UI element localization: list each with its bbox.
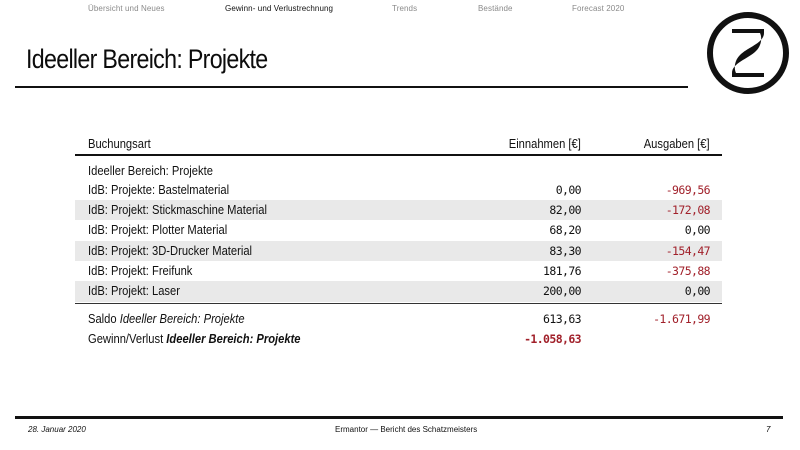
- row-label: IdB: Projekt: Laser: [88, 283, 180, 299]
- nav-item-forecast[interactable]: Forecast 2020: [572, 4, 625, 13]
- saldo-label-italic: Ideeller Bereich: Projekte: [119, 311, 245, 327]
- row-label: IdB: Projekte: Bastelmaterial: [88, 181, 230, 197]
- table-header-row: [75, 134, 722, 154]
- profit-loss-prefix: Gewinn/Verlust: [88, 331, 167, 347]
- profit-loss-row: [75, 329, 722, 349]
- saldo-label: [88, 309, 245, 329]
- row-expense: -375,88: [665, 263, 710, 278]
- table-row: [75, 241, 722, 261]
- row-income: 181,76: [543, 263, 581, 278]
- row-expense: -154,47: [665, 243, 710, 258]
- table-row: [75, 180, 722, 200]
- profit-loss-label: [88, 329, 301, 349]
- profit-loss-label-italic: Ideeller Bereich: Projekte: [166, 331, 301, 347]
- column-header-ausgaben: Ausgaben [€]: [644, 136, 710, 151]
- row-income: 83,30: [549, 243, 581, 258]
- row-label: IdB: Projekt: Freifunk: [88, 262, 193, 278]
- group-title-row: [75, 162, 722, 180]
- row-expense: -969,56: [665, 182, 710, 197]
- saldo-row: [75, 309, 722, 329]
- header-divider: [75, 154, 722, 156]
- table-row: [75, 200, 722, 220]
- profit-loss-value: -1.058,63: [524, 332, 581, 347]
- row-label: IdB: Projekt: 3D-Drucker Material: [88, 242, 253, 258]
- table-row: [75, 281, 722, 301]
- row-income: 0,00: [555, 182, 581, 197]
- column-header-buchungsart: Buchungsart: [88, 136, 151, 151]
- table-row: [75, 220, 722, 240]
- page-number: 7: [766, 425, 771, 434]
- column-header-einnahmen: Einnahmen [€]: [508, 136, 581, 151]
- saldo-expense: -1.671,99: [653, 312, 710, 327]
- profit-loss-table: [75, 134, 722, 350]
- footer-title: Ermantor — Bericht des Schatzmeisters: [335, 425, 478, 434]
- row-expense: -172,08: [665, 203, 710, 218]
- table-row: [75, 261, 722, 281]
- slide-title: Ideeller Bereich: Projekte: [26, 44, 268, 74]
- nav-item-uebersicht[interactable]: Übersicht und Neues: [88, 4, 165, 13]
- footer-date: 28. Januar 2020: [28, 425, 86, 434]
- saldo-income: 613,63: [543, 312, 581, 327]
- title-divider: [15, 86, 688, 88]
- saldo-prefix: Saldo: [88, 311, 120, 327]
- summary-divider: [75, 303, 722, 305]
- row-income: 200,00: [543, 284, 581, 299]
- nav-item-trends[interactable]: Trends: [392, 4, 418, 13]
- row-expense: 0,00: [684, 284, 710, 299]
- hourglass-logo-icon: [704, 9, 792, 97]
- row-label: IdB: Projekt: Stickmaschine Material: [88, 202, 267, 218]
- group-title: Ideeller Bereich: Projekte: [88, 162, 213, 178]
- footer-divider: [15, 416, 783, 419]
- nav-item-gewinn-verlust[interactable]: Gewinn- und Verlustrechnung: [225, 4, 334, 13]
- row-income: 82,00: [549, 203, 581, 218]
- row-expense: 0,00: [684, 223, 710, 238]
- row-income: 68,20: [549, 223, 581, 238]
- row-label: IdB: Projekt: Plotter Material: [88, 222, 228, 238]
- section-navigation: [0, 4, 800, 18]
- nav-item-bestaende[interactable]: Bestände: [478, 4, 513, 13]
